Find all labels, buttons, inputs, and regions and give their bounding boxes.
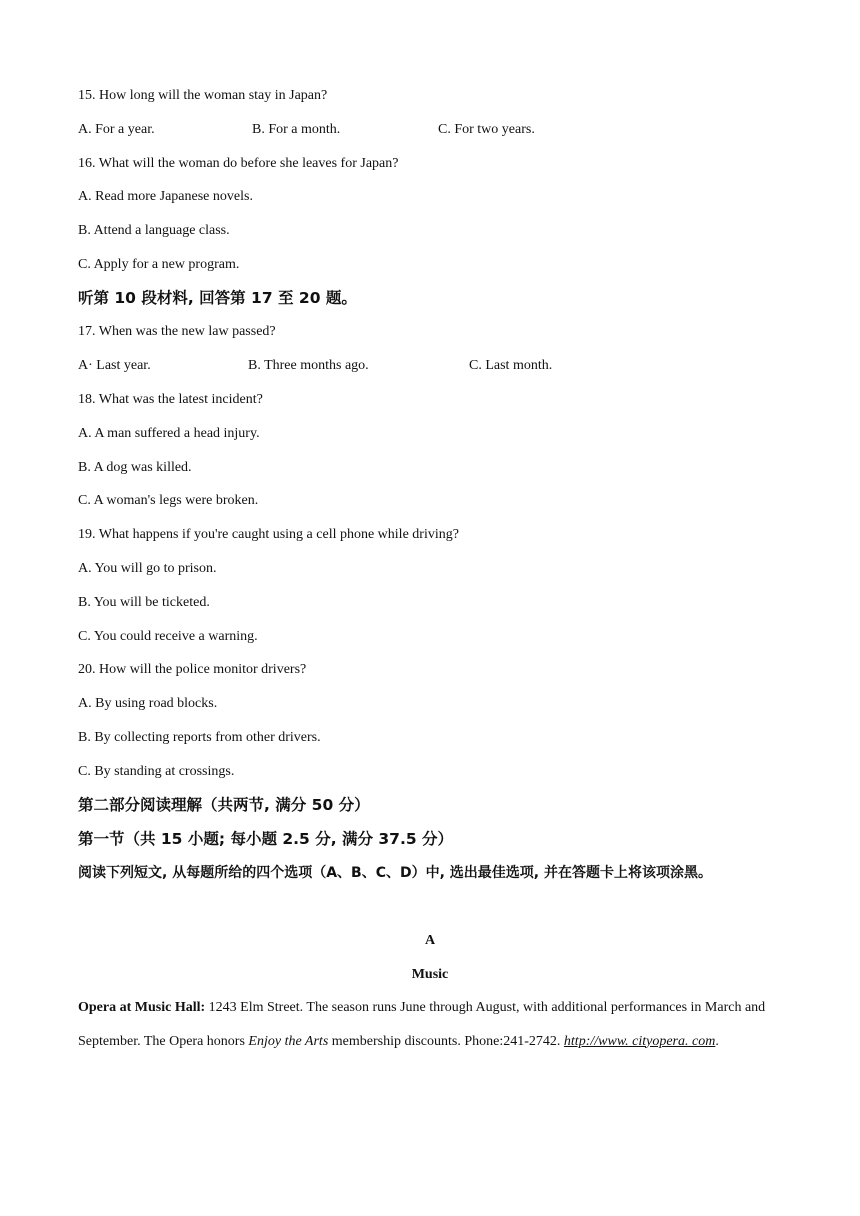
q19-option-c: C. You could receive a warning.	[78, 629, 258, 644]
passage-text-1: 1243 Elm Street. The season runs June through August, with additional performances in March and September. The Opera honors	[78, 1000, 766, 1049]
question-15: 15. How long will the woman stay in Japan?	[78, 88, 328, 103]
q20-option-a: A. By using road blocks.	[78, 696, 218, 711]
question-17: 17. When was the new law passed?	[78, 324, 276, 339]
question-16: 16. What will the woman do before she leaves for Japan?	[78, 156, 399, 171]
q16-option-b: B. Attend a language class.	[78, 223, 230, 238]
question-19: 19. What happens if you're caught using a cell phone while driving?	[78, 527, 459, 542]
passage-paragraph	[78, 991, 768, 1058]
q15-option-a: A. For a year.	[78, 122, 155, 137]
q20-option-b: B. By collecting reports from other drivers.	[78, 730, 321, 745]
q15-option-c: C. For two years.	[438, 122, 535, 137]
passage-italic: Enjoy the Arts	[248, 1033, 329, 1049]
q19-option-a: A. You will go to prison.	[78, 561, 217, 576]
q18-option-c: C. A woman's legs were broken.	[78, 493, 259, 508]
q18-option-b: B. A dog was killed.	[78, 460, 192, 475]
question-20: 20. How will the police monitor drivers?	[78, 662, 307, 677]
section-1-heading: 第一节（共 15 小题; 每小题 2.5 分, 满分 37.5 分）	[78, 830, 454, 848]
q17-option-b: B. Three months ago.	[248, 358, 369, 373]
q17-option-c: C. Last month.	[469, 358, 553, 373]
q17-option-a: A· Last year.	[78, 358, 151, 373]
q16-option-c: C. Apply for a new program.	[78, 257, 240, 272]
q18-option-a: A. A man suffered a head injury.	[78, 426, 260, 441]
q15-option-b: B. For a month.	[252, 122, 341, 137]
passage-text-2: membership discounts. Phone:241-2742.	[328, 1033, 564, 1049]
q19-option-b: B. You will be ticketed.	[78, 595, 210, 610]
instructions: 阅读下列短文, 从每题所给的四个选项（A、B、C、D）中, 选出最佳选项, 并在答题卡上将该项涂黑。	[78, 865, 712, 881]
passage-lead: Opera at Music Hall:	[78, 1000, 206, 1015]
q16-option-a: A. Read more Japanese novels.	[78, 189, 253, 204]
q20-option-c: C. By standing at crossings.	[78, 764, 235, 779]
passage-link[interactable]: http://www. cityopera. com	[563, 1033, 716, 1049]
question-18: 18. What was the latest incident?	[78, 392, 263, 407]
section-10-heading: 听第 10 段材料, 回答第 17 至 20 题。	[78, 289, 357, 307]
part-2-heading: 第二部分阅读理解（共两节, 满分 50 分）	[78, 796, 370, 814]
passage-letter: A	[424, 933, 436, 948]
passage-end: .	[715, 1033, 719, 1049]
passage-title: Music	[411, 967, 449, 982]
